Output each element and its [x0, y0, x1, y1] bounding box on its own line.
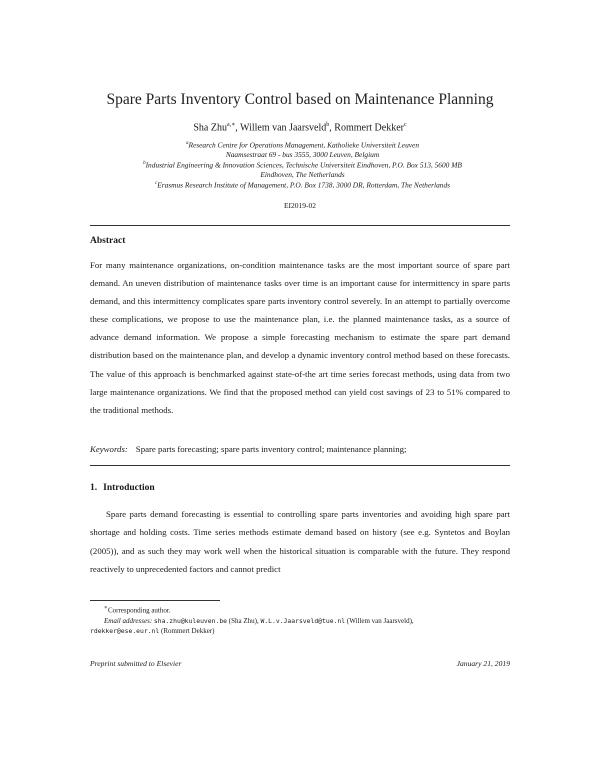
author-list: Sha Zhu$^{a,∗}$, Willem van Jaarsveld$^b$, Rommert Dekker$^c$ [193, 122, 407, 134]
affiliation-text: Research Centre for Operations Management, Katholieke Universiteit Leuven [188, 140, 420, 150]
email-link[interactable]: sha.zhu@kuleuven.be [153, 616, 228, 625]
affiliation-text: Industrial Engineering & Innovation Sciences, Technische Universiteit Eindhoven, P.O. Box 513, 5600 MB [145, 160, 462, 170]
footer-preprint-note: Preprint submitted to Elsevier [90, 659, 182, 668]
intro-paragraph: Spare parts demand forecasting is essential to controlling spare parts inventories and avoiding high spare part shortage and holding costs. Time series methods estimate demand based on history (see e.g. Syntetos and Boylan (2005)), and as such they may work well when the historical situation is comparable with the future. They respond reactively to unprecedented factors and cannot predict [90, 509, 510, 574]
author-marks: a,∗ [226, 122, 236, 128]
affiliation-text: Eindhoven, The Netherlands [260, 170, 345, 180]
footnote-emails-cont [90, 626, 520, 637]
email-label: Email addresses: [104, 616, 153, 625]
footer-date: January 21, 2019 [456, 659, 510, 668]
keywords-line [90, 444, 510, 454]
author-marks: c [403, 122, 407, 128]
email-link[interactable]: W.L.v.Jaarsveld@tue.nl [260, 616, 346, 625]
abstract-heading: Abstract [90, 236, 126, 246]
affiliation-text: Erasmus Research Institute of Management, P.O. Box 1738, 3000 DR, Rotterdam, The Netherlands [157, 180, 451, 190]
footnote-corresponding [90, 603, 520, 616]
email-owner: (Rommert Dekker) [161, 627, 215, 636]
author-name: Sha Zhu [193, 122, 227, 134]
footnote [90, 603, 520, 637]
author-marks: b [326, 122, 330, 128]
affiliation-mark: a [185, 141, 189, 146]
footnote-mark: ∗ [104, 605, 108, 611]
email-link[interactable]: rdekker@ese.eur.nl [90, 627, 160, 636]
footnote-rule [90, 600, 220, 601]
report-number: EI2019-02 [283, 201, 317, 210]
section-heading-introduction [90, 483, 155, 493]
keywords-label: Keywords: [90, 444, 128, 454]
paper-title: Spare Parts Inventory Control based on Maintenance Planning [106, 91, 494, 108]
footnote-emails [90, 616, 520, 627]
abstract-bottom-rule [90, 465, 510, 466]
keywords-text: Spare parts forecasting; spare parts inventory control; maintenance planning; [135, 444, 407, 454]
author-name: Willem van Jaarsveld [240, 122, 327, 134]
affiliation-mark: b [143, 161, 146, 166]
abstract-text: For many maintenance organizations, on-condition maintenance tasks are the most important source of spare part demand. An uneven distribution of maintenance tasks over time is an important cause for intermittency in spare parts demand, and this intermittency complicates spare parts inventory control severely. In an attempt to partially overcome these complications, we propose to use the maintenance plan, i.e. the planned maintenance tasks, as a source of advance demand information. We propose a simple forecasting mechanism to estimate the spare part demand distribution based on the maintenance plan, and develop a dynamic inventory control method based on these forecasts. The value of this approach is benchmarked against state-of-the art time series forecast methods, using data from two large maintenance organizations. We find that the proposed method can yield cost savings of 23 to 51% compared to the traditional methods. [90, 260, 510, 415]
affiliation-a [95, 139, 510, 160]
affiliation-b [95, 159, 510, 180]
email-owner: (Willem van Jaarsveld), [346, 616, 414, 625]
abstract-top-rule [90, 225, 510, 226]
affiliation-c [95, 179, 510, 190]
email-owner: (Sha Zhu), [228, 616, 259, 625]
affiliation-text: Naamsestraat 69 - bus 3555, 3000 Leuven, Belgium [225, 150, 380, 160]
section-number: 1. [90, 483, 98, 493]
footnote-corresponding-text: Corresponding author. [107, 606, 171, 615]
section-title: Introduction [103, 483, 155, 493]
affiliation-mark: c [154, 181, 158, 186]
author-name: Rommert Dekker [334, 122, 404, 134]
